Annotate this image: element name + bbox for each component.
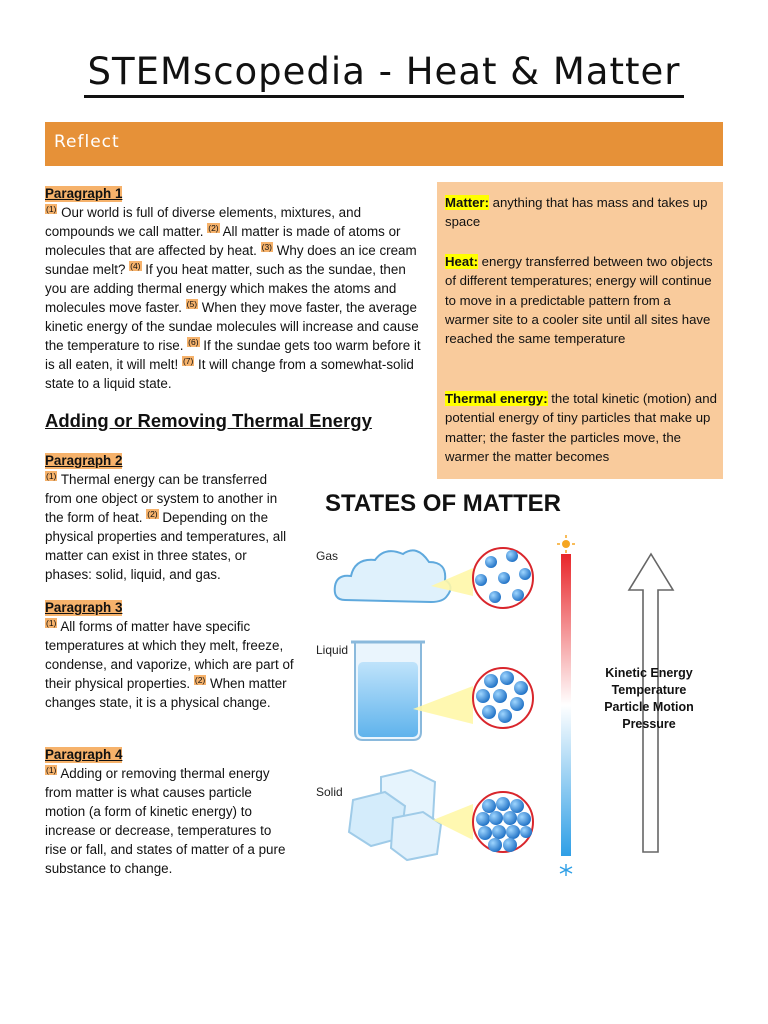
arrow-label: Temperature xyxy=(611,683,687,697)
gas-label: Gas xyxy=(316,549,339,563)
glossary-term: Thermal energy: xyxy=(445,391,548,406)
sentence-text: If you heat matter, such as the sundae, then you are adding thermal energy which makes the atoms and molecules move faster. xyxy=(45,262,406,315)
arrow-label: Kinetic Energy xyxy=(605,666,693,680)
sentence-text: All forms of matter have specific temperatures at which they melt, freeze, condense, and vaporize, which are part of their physical properties. xyxy=(45,619,294,691)
sentence-text: When matter changes state, it is a physical change. xyxy=(45,676,287,710)
beaker-illustration xyxy=(351,642,425,740)
sentence-text: All matter is made of atoms or molecules that are affected by heat. xyxy=(45,224,401,258)
page-title xyxy=(0,48,768,96)
states-of-matter-diagram xyxy=(305,482,725,892)
solid-particles xyxy=(473,792,533,852)
glossary-term: Heat: xyxy=(445,254,478,269)
sentence-text: Adding or removing thermal energy from matter is what causes particle motion (a form of kinetic energy) to increase or decrease, temperatures to rise or fall, and states of matter of a pure substance to change. xyxy=(45,766,286,876)
paragraph-1 xyxy=(45,184,431,393)
glossary-thermal-energy xyxy=(445,389,717,466)
liquid-label: Liquid xyxy=(316,643,349,657)
sentence-number: (2) xyxy=(208,223,219,233)
paragraph-2 xyxy=(45,451,295,584)
paragraph-2-heading: Paragraph 2 xyxy=(45,453,123,468)
sentence-number: (1) xyxy=(46,765,57,775)
paragraph-4-body xyxy=(45,764,290,878)
cloud-illustration xyxy=(335,550,451,602)
arrow-label: Pressure xyxy=(622,717,676,731)
reflect-banner-label: Reflect xyxy=(54,132,120,152)
solid-label: Solid xyxy=(316,785,343,799)
temperature-gradient-bar xyxy=(561,554,571,856)
sentence-text: When they move faster, the average kinetic energy of the sundae molecules will increase and cause the temperature to rise. xyxy=(45,300,419,353)
diagram-title: STATES OF MATTER xyxy=(325,490,561,517)
glossary-definition: anything that has mass and takes up space xyxy=(445,195,708,230)
sentence-text: Depending on the physical properties and temperatures, all matter can exist in three states, or phases: solid, liquid, and gas. xyxy=(45,510,287,582)
paragraph-3 xyxy=(45,598,295,712)
sentence-number: (1) xyxy=(46,471,57,481)
sentence-number: (6) xyxy=(188,337,199,347)
paragraph-3-heading: Paragraph 3 xyxy=(45,600,123,615)
snowflake-icon xyxy=(560,864,572,876)
sentence-text: Our world is full of diverse elements, mixtures, and compounds we call matter. xyxy=(45,205,362,239)
glossary-term: Matter: xyxy=(445,195,489,210)
paragraph-3-body xyxy=(45,617,295,712)
glossary-definition: the total kinetic (motion) and potential energy of tiny particles that make up matter; the faster the particles move, the warmer the matter becomes xyxy=(445,391,717,464)
sun-icon xyxy=(557,535,575,553)
reflect-banner xyxy=(45,122,723,166)
liquid-particles xyxy=(473,668,533,728)
sentence-number: (3) xyxy=(261,242,273,252)
glossary-definition: energy transferred between two objects of different temperatures; energy will continue to move in a predictable pattern from a warmer site to a cooler site until all sites have reached the same temperature xyxy=(445,254,713,347)
sentence-number: (1) xyxy=(46,204,57,214)
sentence-number: (2) xyxy=(194,675,206,685)
paragraph-4 xyxy=(45,745,290,878)
sentence-number: (5) xyxy=(186,299,198,309)
sentence-text: Why does an ice cream sundae melt? xyxy=(45,243,417,277)
sentence-number: (4) xyxy=(130,261,141,271)
glossary-matter xyxy=(445,193,717,232)
sentence-text: It will change from a somewhat-solid state to a liquid state. xyxy=(45,357,414,391)
paragraph-1-heading: Paragraph 1 xyxy=(45,186,123,201)
sentence-text: If the sundae gets too warm before it is all eaten, it will melt! xyxy=(45,338,421,372)
section-heading: Adding or Removing Thermal Energy xyxy=(45,410,372,431)
page-title-text: STEMscopedia - Heat & Matter xyxy=(84,50,685,98)
arrow-label: Particle Motion xyxy=(604,700,694,714)
paragraph-1-body xyxy=(45,203,431,393)
sentence-number: (2) xyxy=(147,509,158,519)
paragraph-4-heading: Paragraph 4 xyxy=(45,747,123,762)
sentence-number: (7) xyxy=(182,356,194,366)
ice-cubes-illustration xyxy=(349,770,441,860)
paragraph-2-body xyxy=(45,470,295,584)
gas-particles xyxy=(473,548,533,608)
sentence-text: Thermal energy can be transferred from one object or system to another in the form of heat. xyxy=(45,472,278,525)
glossary-heat xyxy=(445,252,717,348)
sentence-number: (1) xyxy=(46,618,57,628)
glossary-box xyxy=(437,182,723,479)
